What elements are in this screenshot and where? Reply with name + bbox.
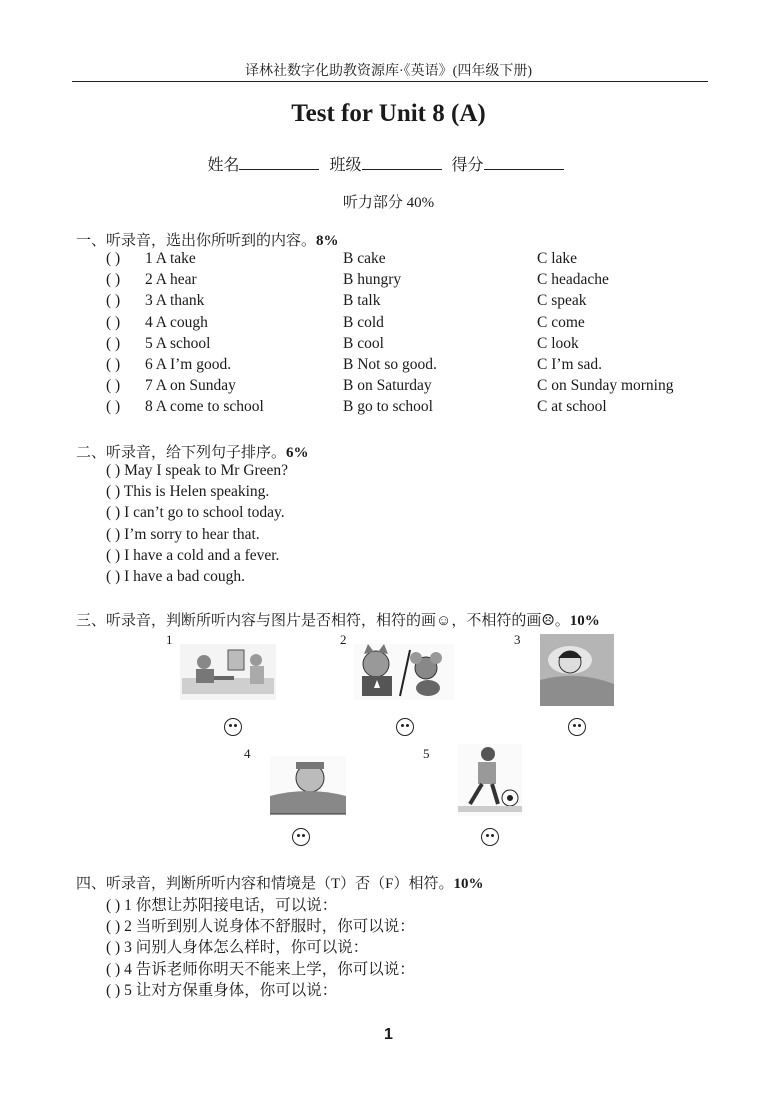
picture-number-2: 2	[340, 632, 347, 647]
smiley-answer-4[interactable]	[292, 828, 310, 846]
section1-item-7-option-b: B on Saturday	[343, 377, 432, 395]
section2-sentence-2[interactable]: ( ) This is Helen speaking.	[106, 483, 270, 501]
section1-item-6-option-c: C I’m sad.	[537, 356, 603, 373]
section4-item-3[interactable]: ( ) 3 问别人身体怎么样时，你可以说：	[106, 939, 369, 957]
section1-item-8-option-c: C at school	[537, 398, 607, 416]
section4-score: 10%	[453, 876, 484, 892]
section1-item-1-option-b: B cake	[343, 250, 386, 267]
section2-heading-text: 二、听录音，给下列句子排序。	[76, 445, 287, 461]
section1-item-6-option-a: 6 A I’m good.	[145, 356, 232, 373]
section1-item-5-option-c: C look	[537, 334, 579, 352]
section1-score: 8%	[316, 233, 339, 249]
section1-heading	[76, 229, 339, 250]
section2-heading	[76, 441, 309, 462]
section1-item-7-option-c: C on Sunday morning	[537, 377, 674, 395]
cat-and-mouse-picture	[354, 644, 454, 700]
section1-item-3-option-c: C speak	[537, 292, 587, 310]
section1-item-2-option-b: B hungry	[343, 271, 402, 289]
page-number: 1	[384, 1026, 393, 1043]
section1-item-4-option-a: 4 A cough	[145, 313, 208, 331]
section3-heading	[76, 609, 600, 630]
student-info-row	[0, 152, 777, 175]
section4-item-4[interactable]: ( ) 4 告诉老师你明天不能来上学，你可以说：	[106, 960, 415, 978]
section1-item-8-answer-blank[interactable]: ( )	[106, 398, 121, 416]
section1-item-4-answer-blank[interactable]: ( )	[106, 313, 121, 331]
score-blank[interactable]	[484, 154, 564, 170]
section1-item-5-answer-blank[interactable]: ( )	[106, 334, 121, 352]
smiley-answer-5[interactable]	[481, 828, 499, 846]
section1-item-4-option-b: B cold	[343, 313, 384, 331]
section1-item-1-answer-blank[interactable]: ( )	[106, 250, 121, 267]
page-header: 译林社数字化助教资源库·《英语》(四年级下册)	[245, 64, 532, 79]
section2-sentence-6[interactable]: ( ) I have a bad cough.	[106, 568, 246, 585]
sick-boy-picture	[270, 756, 346, 816]
section2-score: 6%	[286, 445, 309, 461]
score-label: 得分	[451, 157, 484, 174]
section1-item-6-answer-blank[interactable]: ( )	[106, 356, 121, 373]
section2-sentence-1[interactable]: ( ) May I speak to Mr Green?	[106, 462, 289, 479]
section1-item-4-option-c: C come	[537, 313, 585, 331]
header-rule	[72, 81, 708, 82]
picture-number-3: 3	[514, 632, 521, 647]
section1-item-2-option-c: C headache	[537, 271, 609, 289]
class-label: 班级	[329, 157, 362, 174]
section4-heading	[76, 872, 484, 893]
girl-in-bed-picture	[540, 634, 614, 706]
section1-item-5-option-a: 5 A school	[145, 334, 211, 352]
name-label: 姓名	[207, 157, 240, 174]
section1-item-7-answer-blank[interactable]: ( )	[106, 377, 121, 395]
section3-score: 10%	[569, 613, 600, 629]
section1-heading-text: 一、听录音，选出你所听到的内容。	[76, 233, 317, 249]
section4-item-1[interactable]: ( ) 1 你想让苏阳接电话，可以说：	[106, 897, 338, 914]
section4-item-2[interactable]: ( ) 2 当听到别人说身体不舒服时，你可以说：	[106, 918, 415, 936]
section1-item-1-option-c: C lake	[537, 250, 578, 267]
children-at-desk-picture	[180, 644, 276, 700]
picture-number-4: 4	[244, 746, 251, 761]
section4-heading-text: 四、听录音，判断所听内容和情境是（T）否（F）相符。	[76, 876, 454, 892]
section3-heading-text: 三、听录音，判断所听内容与图片是否相符，相符的画☺，不相符的画☹。	[76, 613, 570, 629]
test-title: Test for Unit 8 (A)	[291, 100, 486, 127]
boy-with-football-picture	[458, 744, 522, 816]
picture-number-5: 5	[423, 746, 430, 761]
section1-item-1-option-a: 1 A take	[145, 250, 196, 267]
section1-item-7-option-a: 7 A on Sunday	[145, 377, 236, 395]
name-blank[interactable]	[239, 154, 319, 170]
picture-number-1: 1	[166, 632, 173, 647]
class-blank[interactable]	[362, 154, 442, 170]
section4-item-5[interactable]: ( ) 5 让对方保重身体，你可以说：	[106, 981, 338, 999]
section1-item-8-option-b: B go to school	[343, 398, 433, 416]
smiley-answer-3[interactable]	[568, 718, 586, 736]
listening-part-label: 听力部分 40%	[342, 195, 435, 211]
section1-item-8-option-a: 8 A come to school	[145, 398, 264, 416]
section2-sentence-4[interactable]: ( ) I’m sorry to hear that.	[106, 525, 260, 543]
section2-sentence-5[interactable]: ( ) I have a cold and a fever.	[106, 546, 280, 564]
smiley-answer-1[interactable]	[224, 718, 242, 736]
section2-sentence-3[interactable]: ( ) I can’t go to school today.	[106, 504, 285, 522]
section1-item-3-option-a: 3 A thank	[145, 292, 205, 310]
smiley-answer-2[interactable]	[396, 718, 414, 736]
section1-item-3-answer-blank[interactable]: ( )	[106, 292, 121, 310]
section1-item-2-answer-blank[interactable]: ( )	[106, 271, 121, 289]
section1-item-2-option-a: 2 A hear	[145, 271, 197, 289]
section1-item-6-option-b: B Not so good.	[343, 356, 437, 373]
section1-item-5-option-b: B cool	[343, 334, 384, 352]
section1-item-3-option-b: B talk	[343, 292, 381, 310]
